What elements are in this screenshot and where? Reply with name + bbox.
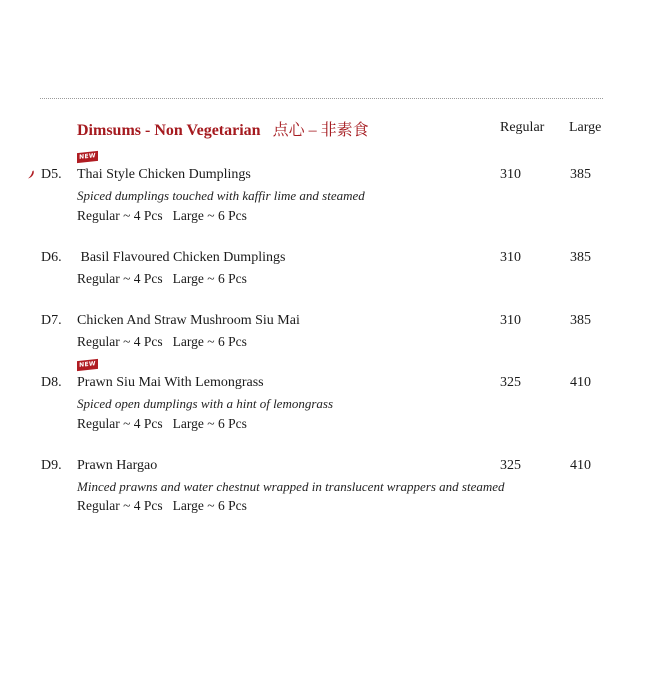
- price-large: 385: [570, 167, 591, 182]
- item-name: Chicken And Straw Mushroom Siu Mai: [77, 313, 300, 328]
- item-name: Prawn Siu Mai With Lemongrass: [77, 375, 264, 390]
- item-name: Basil Flavoured Chicken Dumplings: [77, 250, 286, 265]
- regular-size: Regular ~ 4 Pcs: [77, 334, 163, 349]
- price-large: 385: [570, 250, 591, 265]
- large-size: Large ~ 6 Pcs: [172, 271, 247, 286]
- new-badge: NEW: [77, 151, 98, 163]
- item-description: Spiced open dumplings with a hint of lemongrass: [77, 396, 334, 411]
- item-name: Thai Style Chicken Dumplings: [77, 167, 251, 182]
- item-code: D8.: [41, 375, 62, 390]
- item-code: D7.: [41, 313, 62, 328]
- large-size: Large ~ 6 Pcs: [172, 208, 247, 223]
- item-sizes: [77, 271, 247, 287]
- large-size: Large ~ 6 Pcs: [172, 334, 247, 349]
- item-code: D6.: [41, 250, 62, 265]
- item-sizes: [77, 416, 247, 432]
- large-size: Large ~ 6 Pcs: [172, 416, 247, 431]
- price-regular: 310: [500, 250, 521, 265]
- column-header-regular: Regular: [500, 120, 545, 135]
- price-large: 385: [570, 313, 591, 328]
- item-sizes: [77, 498, 247, 514]
- new-badge: NEW: [77, 359, 98, 371]
- price-large: 410: [570, 375, 591, 390]
- regular-size: Regular ~ 4 Pcs: [77, 498, 163, 513]
- item-name: Prawn Hargao: [77, 458, 158, 473]
- price-regular: 310: [500, 313, 521, 328]
- section-title-en: Dimsums - Non Vegetarian: [77, 122, 261, 139]
- regular-size: Regular ~ 4 Pcs: [77, 271, 163, 286]
- item-code: D9.: [41, 458, 62, 473]
- price-large: 410: [570, 458, 591, 473]
- item-description: Spiced dumplings touched with kaffir lime and steamed: [77, 188, 365, 203]
- section-title-cn: 点心 – 非素食: [272, 122, 369, 139]
- item-sizes: [77, 334, 247, 350]
- large-size: Large ~ 6 Pcs: [172, 498, 247, 513]
- price-regular: 310: [500, 167, 521, 182]
- dotted-divider: [40, 98, 603, 99]
- chili-icon: [27, 170, 35, 179]
- section-title: [77, 117, 369, 140]
- regular-size: Regular ~ 4 Pcs: [77, 416, 163, 431]
- regular-size: Regular ~ 4 Pcs: [77, 208, 163, 223]
- item-description: Minced prawns and water chestnut wrapped in translucent wrappers and steamed: [77, 479, 505, 494]
- price-regular: 325: [500, 458, 521, 473]
- price-regular: 325: [500, 375, 521, 390]
- item-sizes: [77, 208, 247, 224]
- column-header-large: Large: [569, 120, 602, 135]
- item-code: D5.: [41, 167, 62, 182]
